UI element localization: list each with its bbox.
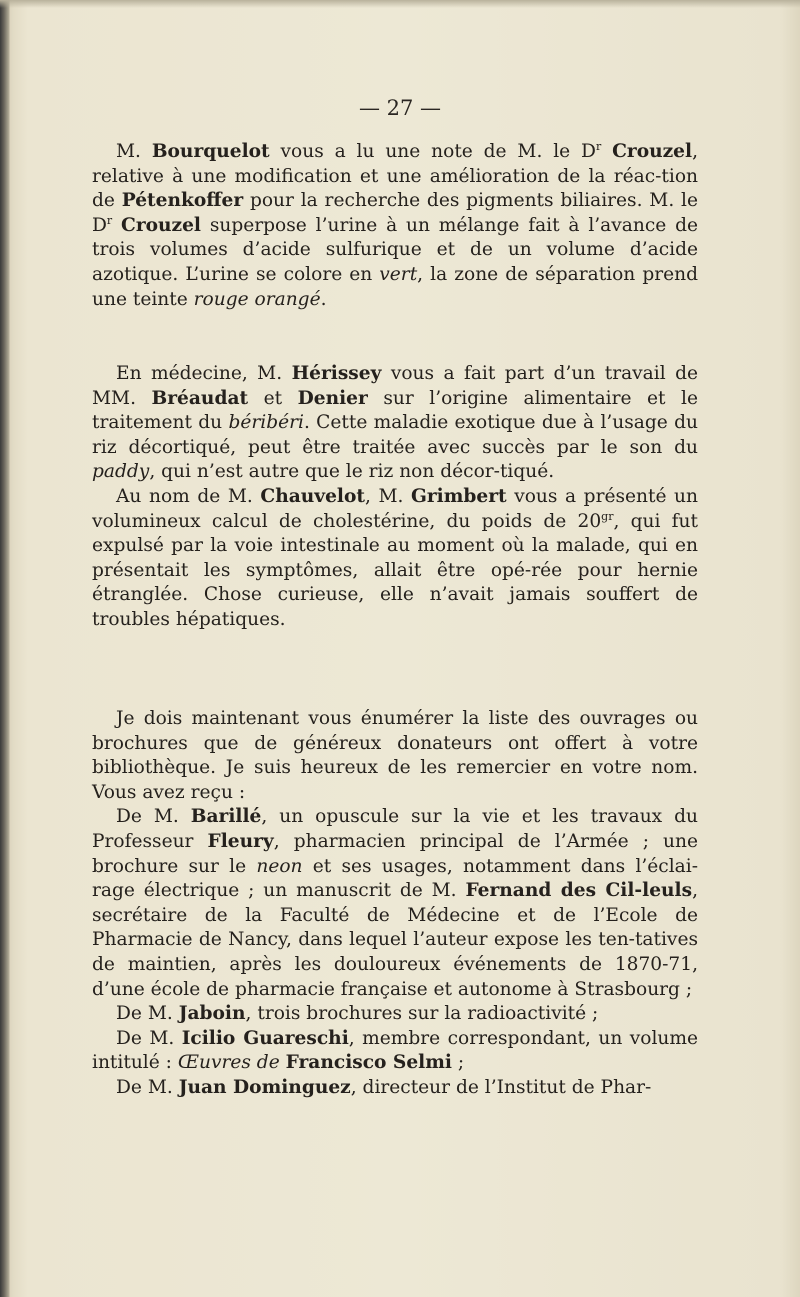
name-barille: Barillé bbox=[190, 806, 262, 828]
paragraph-ouvrages: Je dois maintenant vous énumérer la liste des ouvrages ou brochures que de généreux donateurs ont offert à votre bibliothèque. Je suis heureux de les remercier en votre nom. Vous avez reçu : bbox=[92, 708, 698, 803]
name-denier: Denier bbox=[297, 387, 368, 409]
name-selmi: Francisco Selmi bbox=[285, 1052, 452, 1074]
name-guareschi: Icilio Guareschi bbox=[181, 1027, 349, 1049]
page-number: — 27 — bbox=[358, 96, 442, 120]
name-chauvelot: Chauvelot bbox=[260, 485, 365, 507]
name-bourquelot: Bourquelot bbox=[151, 141, 270, 162]
name-petenkoffer: Pétenkoffer bbox=[121, 190, 244, 212]
text-block-1 bbox=[92, 140, 698, 312]
paragraph-dominguez: De M. Juan Dominguez, directeur de l’Institut de Phar- bbox=[116, 1076, 652, 1098]
italic-paddy: paddy bbox=[92, 461, 150, 483]
name-herissey: Hérissey bbox=[291, 363, 382, 384]
name-jaboin: Jaboin bbox=[178, 1003, 246, 1025]
text-block-2 bbox=[92, 362, 698, 633]
paragraph-bourquelot: M. Bourquelot vous a lu une note de M. le $D^r$ Crouzel, relative à une modification et une amélioration de la réac-tion de Pétenkoffer pour la recherche des pigments biliaires. M. le $D^r$ Crouzel superpose l’urine à un mélange fait à l’avance de trois volumes d’acide sulfurique et de un volume d’acide azotique. L’urine se colore en vert, la zone de séparation prend une teinte rouge orangé. bbox=[92, 139, 699, 310]
page-top-shadow bbox=[0, 0, 800, 8]
name-breaudat: Bréaudat bbox=[151, 387, 249, 409]
italic-vert: vert bbox=[379, 263, 418, 285]
name-crouzel-2: Crouzel bbox=[121, 214, 201, 236]
name-fleury: Fleury bbox=[207, 830, 274, 852]
name-des-cilleuls: Fernand des Cil-leuls bbox=[465, 880, 693, 902]
name-crouzel: Crouzel bbox=[612, 141, 693, 162]
italic-oeuvres: Œuvres de bbox=[177, 1052, 280, 1074]
italic-beriberi: béribéri bbox=[228, 412, 304, 434]
italic-neon: neon bbox=[256, 855, 303, 877]
paragraph-chauvelot: Au nom de M. Chauvelot, M. Grimbert vous a présenté un volumineux calcul de cholestérine, du poids de $20^{gr}$, qui fut expulsé par la voie intestinale au moment où la malade, qui en présentait les symptômes, allait être opé-rée pour hernie étranglée. Chose curieuse, elle n’avait jamais souffert de troubles hépatiques. bbox=[92, 485, 699, 630]
text-block-3 bbox=[92, 707, 698, 1101]
page-binding-edge bbox=[0, 0, 10, 1297]
paragraph-jaboin: De M. Jaboin, trois brochures sur la radioactivité ; bbox=[116, 1003, 599, 1025]
name-grimbert: Grimbert bbox=[411, 485, 507, 507]
italic-rouge-orange: rouge orangé bbox=[193, 288, 321, 310]
paragraph-guareschi: De M. Icilio Guareschi, membre correspondant, un volume intitulé : Œuvres de Francisco Selmi ; bbox=[92, 1027, 698, 1074]
name-dominguez: Juan Dominguez bbox=[178, 1076, 351, 1098]
paragraph-herissey: En médecine, M. Hérissey vous a fait part d’un travail de MM. Bréaudat et Denier sur l’origine alimentaire et le traitement du béribéri. Cette maladie exotique due à l’usage du riz décortiqué, peut être traitée avec succès par le son du paddy, qui n’est autre que le riz non décor-tiqué. bbox=[92, 363, 698, 483]
paragraph-barille: De M. Barillé, un opuscule sur la vie et les travaux du Professeur Fleury, pharmacien principal de l’Armée ; une brochure sur le neon et ses usages, notamment dans l’éclai-rage électrique ; un manuscrit de M. Fernand des Cil-leuls, secrétaire de la Faculté de Médecine et de l’Ecole de Pharmacie de Nancy, dans lequel l’auteur expose les ten-tatives de maintien, après les douloureux événements de 1870-71, d’une école de pharmacie française et autonome à Strasbourg ; bbox=[92, 806, 699, 1000]
